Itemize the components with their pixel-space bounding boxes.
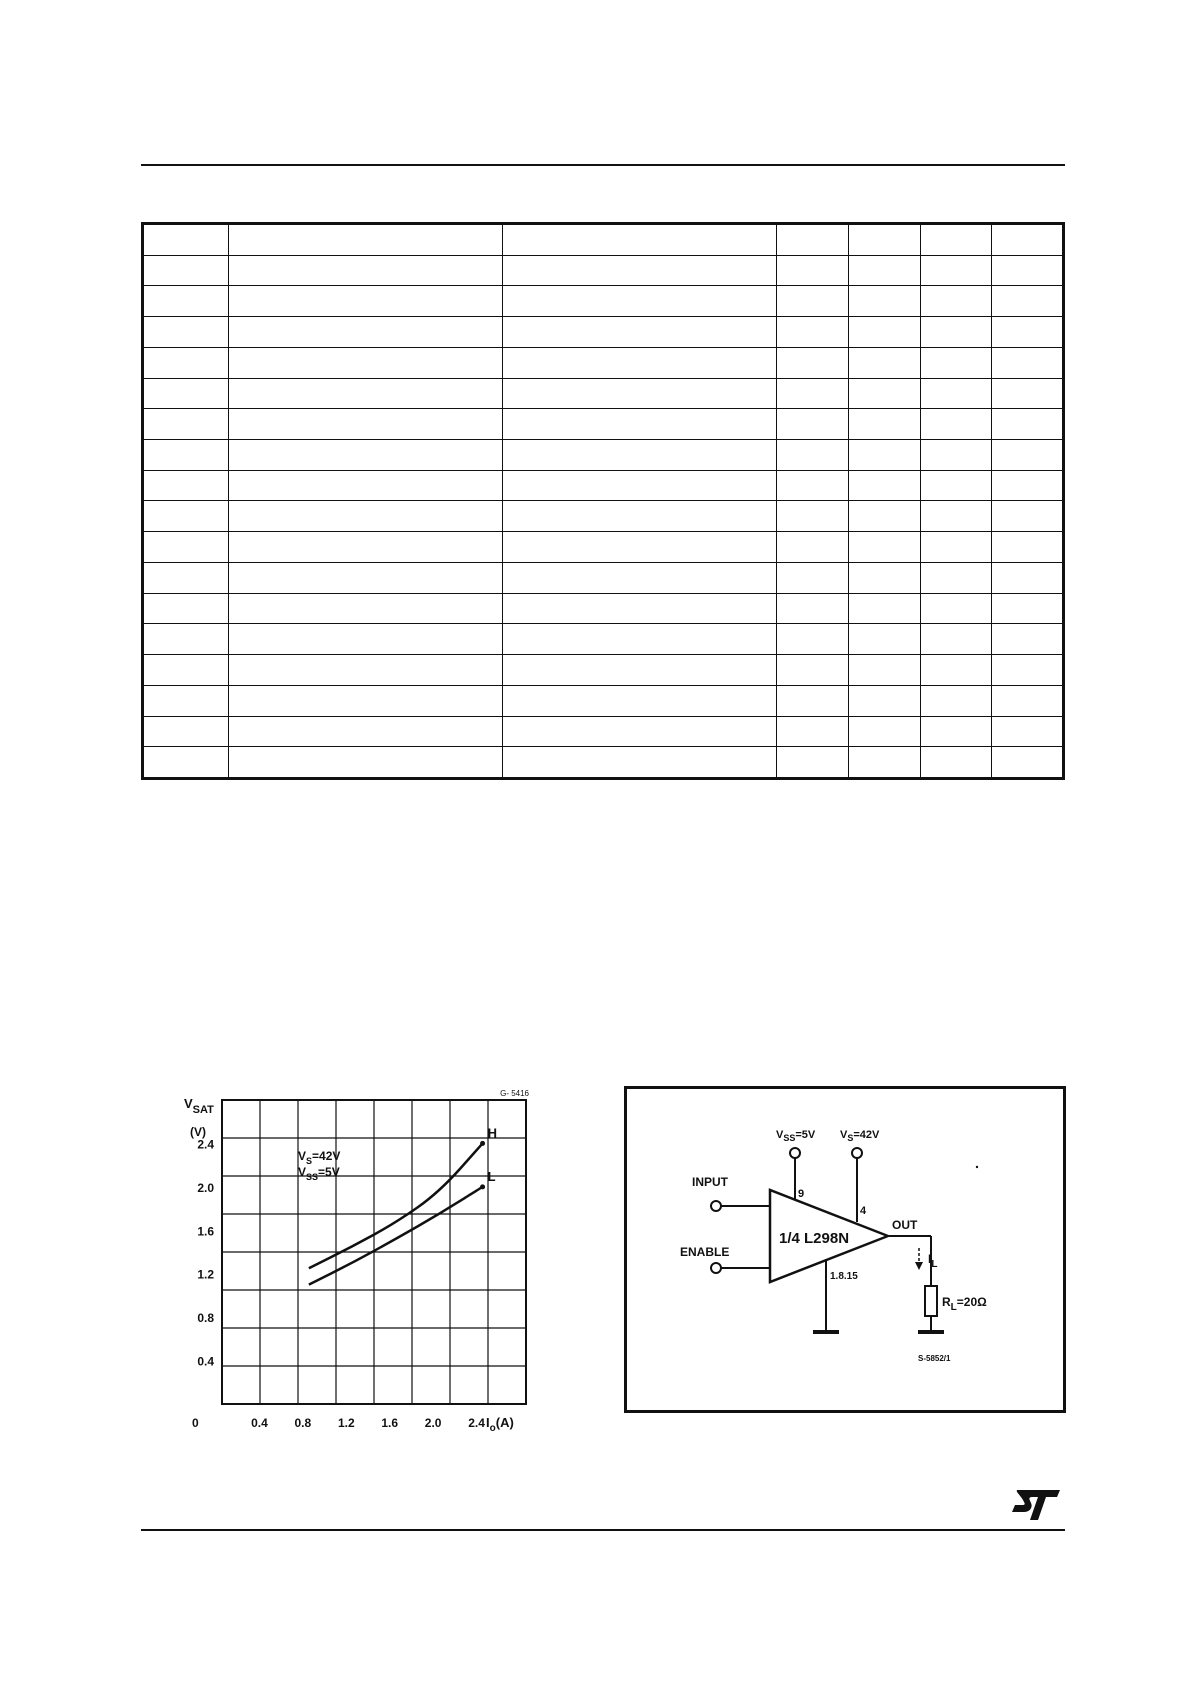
- st-logo-icon: [1010, 1488, 1062, 1522]
- table-cell: [920, 255, 992, 286]
- ground-pins-label: 1.8.15: [830, 1271, 858, 1282]
- table-cell: [777, 440, 849, 471]
- table-cell: [777, 532, 849, 563]
- bottom-rule: [141, 1529, 1065, 1531]
- table-cell: [143, 593, 229, 624]
- table-cell: [920, 532, 992, 563]
- y-tick-label: 1.2: [197, 1267, 214, 1282]
- table-cell: [920, 378, 992, 409]
- table-cell: [777, 593, 849, 624]
- y-tick-label: 2.4: [197, 1137, 214, 1152]
- chart-code: G- 5416: [500, 1090, 529, 1098]
- table-cell: [849, 378, 921, 409]
- table-cell: [992, 562, 1064, 593]
- pin-4-label: 4: [860, 1205, 867, 1217]
- circuit-code: S-5852/1: [918, 1354, 951, 1363]
- series-label-L: L: [487, 1168, 496, 1184]
- table-cell: [920, 440, 992, 471]
- table-cell: [503, 685, 777, 716]
- table-cell: [777, 624, 849, 655]
- table-cell: [849, 532, 921, 563]
- table-cell: [992, 440, 1064, 471]
- table-cell: [849, 747, 921, 779]
- table-cell: [849, 562, 921, 593]
- table-cell: [503, 286, 777, 317]
- table-row: [143, 685, 1064, 716]
- input-terminal: [711, 1201, 770, 1211]
- table-cell: [992, 409, 1064, 440]
- table-cell: [143, 562, 229, 593]
- table-cell: [920, 655, 992, 686]
- table-cell: [849, 286, 921, 317]
- table-cell: [503, 501, 777, 532]
- table-cell: [143, 624, 229, 655]
- table-cell: [849, 317, 921, 348]
- x-tick-label: 2.0: [424, 1416, 442, 1430]
- enable-terminal: [711, 1263, 770, 1273]
- table-cell: [849, 470, 921, 501]
- table-row: [143, 593, 1064, 624]
- table-cell: [992, 716, 1064, 747]
- table-cell: [920, 470, 992, 501]
- table-cell: [143, 317, 229, 348]
- table-cell: [228, 440, 502, 471]
- y-axis-unit: (V): [190, 1125, 206, 1139]
- table-cell: [228, 470, 502, 501]
- table-cell: [228, 255, 502, 286]
- table-row: [143, 470, 1064, 501]
- table-cell: [228, 378, 502, 409]
- table-row: [143, 224, 1064, 256]
- table-row: [143, 716, 1064, 747]
- load-current-label: $I_L$: [928, 1252, 938, 1270]
- table-cell: [920, 317, 992, 348]
- table-cell: [777, 655, 849, 686]
- table-cell: [143, 255, 229, 286]
- table-cell: [143, 716, 229, 747]
- table-cell: [777, 562, 849, 593]
- table-cell: [503, 624, 777, 655]
- table-cell: [849, 685, 921, 716]
- table-cell: [849, 409, 921, 440]
- vs-supply-label: $V_S=42V$: [840, 1129, 880, 1143]
- x-axis-label: $I_o(A)$: [486, 1415, 514, 1434]
- table-cell: [777, 255, 849, 286]
- table-cell: [992, 501, 1064, 532]
- input-label: INPUT: [692, 1175, 728, 1189]
- table-row: [143, 347, 1064, 378]
- y-tick-label: 0.8: [197, 1311, 214, 1326]
- table-row: [143, 440, 1064, 471]
- table-cell: [228, 501, 502, 532]
- table-cell: [228, 655, 502, 686]
- vss-condition: $V_{SS}=5V$: [298, 1165, 340, 1182]
- table-cell: [992, 470, 1064, 501]
- table-cell: [992, 286, 1064, 317]
- table-row: [143, 409, 1064, 440]
- table-row: [143, 501, 1064, 532]
- table-cell: [777, 747, 849, 779]
- table-cell: [777, 470, 849, 501]
- y-tick-label: 2.0: [197, 1180, 214, 1195]
- table-cell: [992, 532, 1064, 563]
- table-cell: [777, 685, 849, 716]
- stray-dot: [976, 1166, 978, 1168]
- table-cell: [228, 532, 502, 563]
- table-cell: [503, 716, 777, 747]
- table-cell: [849, 655, 921, 686]
- saturation-voltage-chart: [170, 1090, 550, 1440]
- table-row: [143, 562, 1064, 593]
- table-cell: [143, 501, 229, 532]
- table-cell: [920, 747, 992, 779]
- table-cell: [143, 286, 229, 317]
- table-cell: [503, 347, 777, 378]
- table-cell: [503, 409, 777, 440]
- table-cell: [992, 255, 1064, 286]
- series-line-L: [309, 1187, 483, 1285]
- table-cell: [849, 440, 921, 471]
- table-cell: [920, 409, 992, 440]
- table-cell: [849, 224, 921, 256]
- table-cell: [503, 224, 777, 256]
- table-cell: [143, 532, 229, 563]
- chip-label: 1/4 L298N: [779, 1230, 850, 1247]
- table-cell: [228, 317, 502, 348]
- table-cell: [143, 747, 229, 779]
- table-cell: [143, 378, 229, 409]
- table-cell: [228, 286, 502, 317]
- origin-label: 0: [192, 1416, 199, 1430]
- table-cell: [503, 562, 777, 593]
- table-cell: [849, 255, 921, 286]
- table-cell: [228, 347, 502, 378]
- table-cell: [777, 378, 849, 409]
- table-cell: [143, 470, 229, 501]
- table-cell: [777, 716, 849, 747]
- table-cell: [503, 747, 777, 779]
- table-row: [143, 532, 1064, 563]
- series-end-point-H: [480, 1141, 485, 1146]
- table-cell: [228, 562, 502, 593]
- table-cell: [228, 593, 502, 624]
- table-cell: [503, 378, 777, 409]
- y-axis-label: $V_{SAT}$: [184, 1096, 214, 1116]
- table-cell: [143, 655, 229, 686]
- table-cell: [777, 409, 849, 440]
- series-label-H: H: [487, 1125, 497, 1141]
- table-cell: [992, 224, 1064, 256]
- table-cell: [503, 655, 777, 686]
- table-cell: [849, 501, 921, 532]
- table-cell: [920, 716, 992, 747]
- table-cell: [503, 317, 777, 348]
- table-cell: [503, 440, 777, 471]
- table-cell: [503, 255, 777, 286]
- table-cell: [503, 532, 777, 563]
- table-cell: [143, 347, 229, 378]
- table-row: [143, 624, 1064, 655]
- table-row: [143, 317, 1064, 348]
- out-label: OUT: [892, 1218, 918, 1232]
- table-cell: [777, 317, 849, 348]
- load-resistor-label: $R_L=20\Omega$: [942, 1295, 987, 1313]
- table-row: [143, 378, 1064, 409]
- table-cell: [777, 224, 849, 256]
- y-tick-label: 0.4: [197, 1354, 214, 1369]
- table-cell: [920, 593, 992, 624]
- test-circuit-diagram: [624, 1086, 1066, 1413]
- table-cell: [920, 501, 992, 532]
- table-cell: [992, 655, 1064, 686]
- table-cell: [992, 593, 1064, 624]
- table-cell: [920, 624, 992, 655]
- table-cell: [777, 501, 849, 532]
- enable-label: ENABLE: [680, 1245, 730, 1259]
- load-resistor: [918, 1286, 944, 1332]
- current-arrow-icon: [915, 1248, 923, 1270]
- table-cell: [143, 409, 229, 440]
- output-line: [888, 1236, 931, 1286]
- table-cell: [992, 347, 1064, 378]
- table-cell: [992, 624, 1064, 655]
- table-cell: [920, 562, 992, 593]
- table-cell: [143, 685, 229, 716]
- pin-9-label: 9: [798, 1188, 805, 1200]
- table-row: [143, 655, 1064, 686]
- x-tick-label: 0.4: [251, 1416, 268, 1430]
- table-cell: [228, 716, 502, 747]
- table-cell: [920, 286, 992, 317]
- ground-connection: [813, 1259, 839, 1332]
- table-cell: [228, 224, 502, 256]
- top-rule: [141, 164, 1065, 166]
- characteristics-table: [141, 222, 1065, 780]
- table-cell: [228, 624, 502, 655]
- table-cell: [920, 685, 992, 716]
- table-cell: [503, 470, 777, 501]
- table-cell: [143, 224, 229, 256]
- table-cell: [143, 440, 229, 471]
- table-cell: [992, 685, 1064, 716]
- table-cell: [849, 593, 921, 624]
- table-cell: [992, 747, 1064, 779]
- table-cell: [503, 593, 777, 624]
- table-row: [143, 286, 1064, 317]
- table-cell: [992, 317, 1064, 348]
- table-cell: [920, 347, 992, 378]
- table-cell: [228, 685, 502, 716]
- table-cell: [228, 747, 502, 779]
- table-cell: [849, 624, 921, 655]
- y-tick-label: 1.6: [197, 1224, 214, 1239]
- vss-supply-label: $V_{SS}=5V$: [776, 1129, 816, 1143]
- chart-tick-labels: [197, 1137, 485, 1430]
- x-tick-label: 0.8: [294, 1416, 312, 1430]
- vs-condition: $V_S=42V$: [298, 1149, 341, 1166]
- table-cell: [228, 409, 502, 440]
- table-cell: [849, 716, 921, 747]
- table-row: [143, 255, 1064, 286]
- table-cell: [920, 224, 992, 256]
- table-cell: [992, 378, 1064, 409]
- table-cell: [849, 347, 921, 378]
- x-tick-label: 1.2: [337, 1416, 355, 1430]
- table-cell: [777, 347, 849, 378]
- series-end-point-L: [480, 1184, 485, 1189]
- x-tick-label: 1.6: [381, 1416, 399, 1430]
- table-row: [143, 747, 1064, 779]
- table-cell: [777, 286, 849, 317]
- x-tick-label: 2.4: [468, 1416, 485, 1430]
